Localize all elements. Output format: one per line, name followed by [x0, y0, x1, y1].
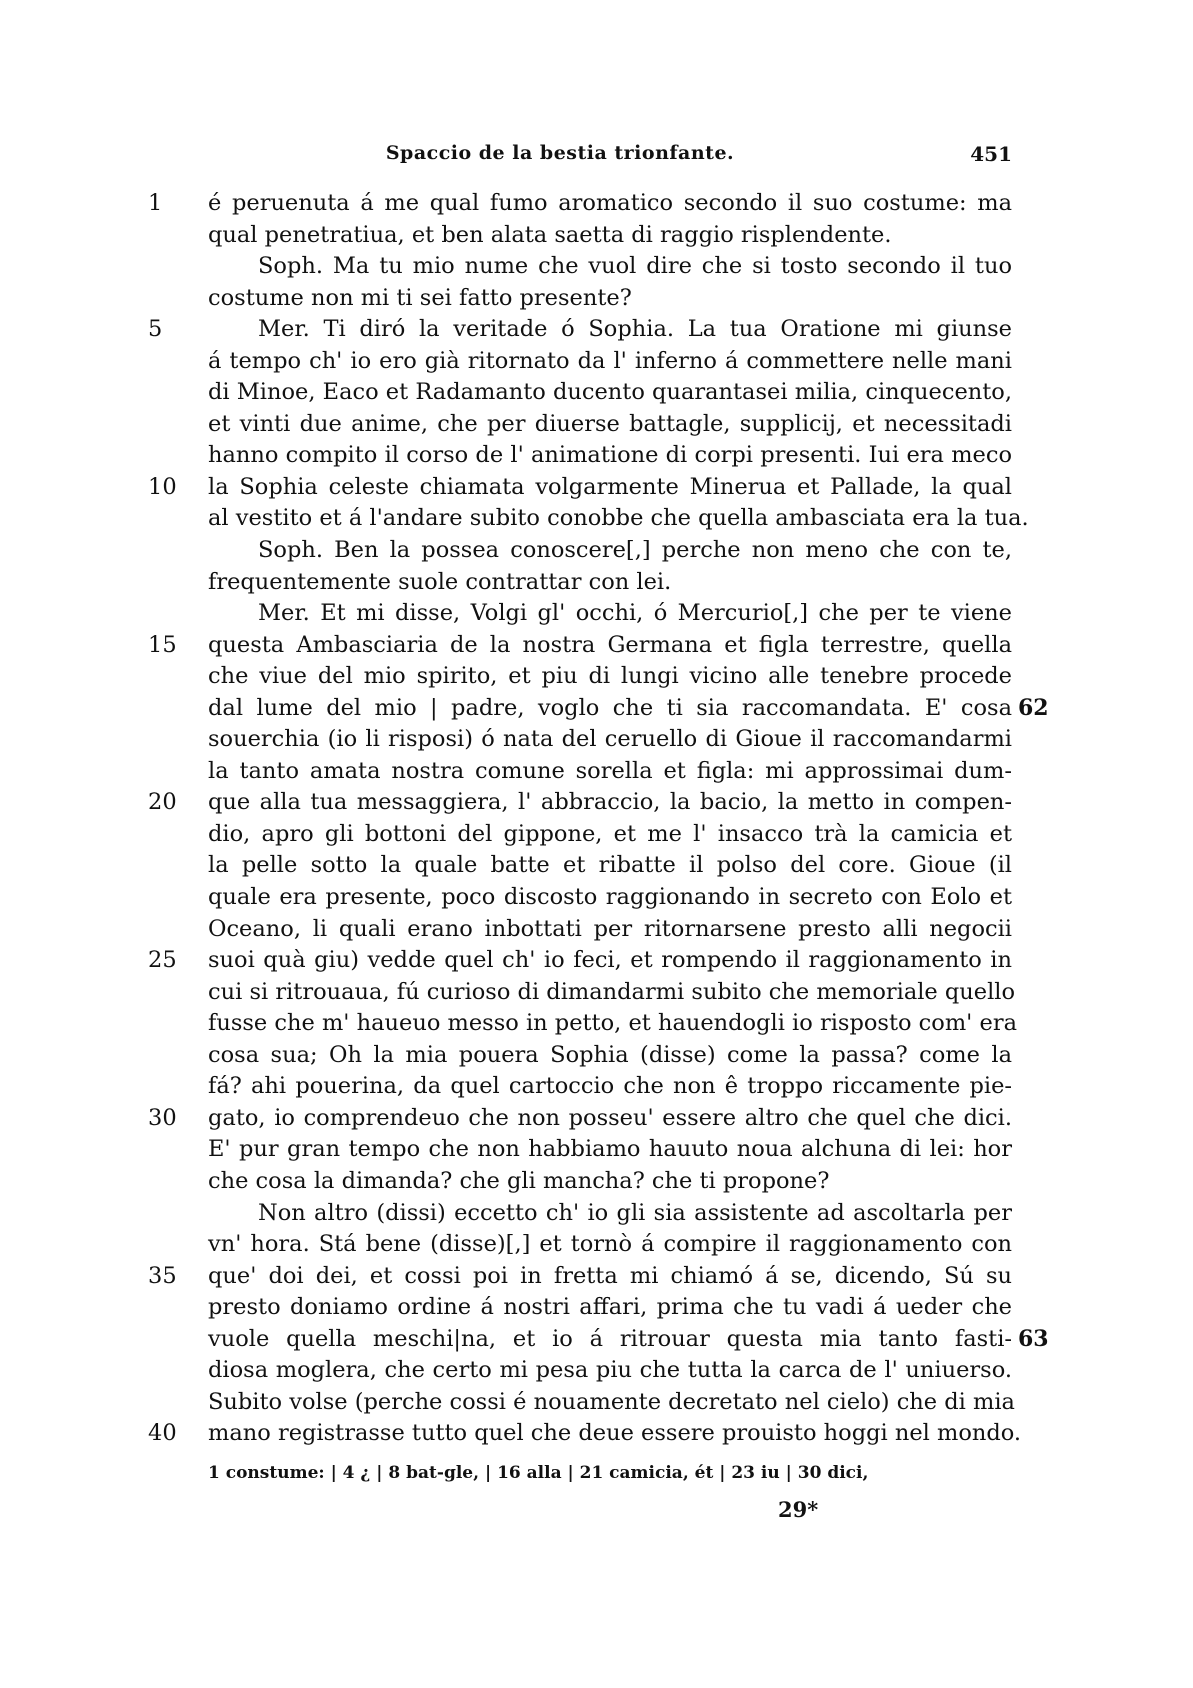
line-text: et vinti due anime, che per diuerse battagle, supplicij, et necessitadi: [208, 410, 1012, 437]
text-line: [0, 1134, 1193, 1166]
text-line: [0, 220, 1193, 252]
text-line: [0, 914, 1193, 946]
line-text: vuole quella meschi|na, et io á ritrouar questa mia tanto fasti-: [208, 1325, 1012, 1352]
text-line: [0, 1040, 1193, 1072]
text-line: [0, 1229, 1193, 1261]
text-line: [0, 1071, 1193, 1103]
text-line: [0, 1198, 1193, 1230]
text-line: [0, 314, 1193, 346]
line-text: dal lume del mio | padre, voglo che ti sia raccomandata. E' cosa: [208, 694, 1012, 721]
line-text: souerchia (io li risposi) ó nata del ceruello di Gioue il raccomandarmi: [208, 726, 1012, 753]
line-text: diosa moglera, che certo mi pesa piu che tutta la carca de l' uniuerso.: [208, 1357, 1012, 1384]
running-title: Spaccio de la bestia trionfante.: [385, 142, 735, 164]
text-line: [0, 1166, 1193, 1198]
line-text: cui si ritrouaua, fú curioso di dimandarmi subito che memoriale quello: [208, 978, 1016, 1005]
text-line: [0, 1355, 1193, 1387]
margin-reference: 63: [1018, 1325, 1049, 1352]
line-text: suoi quà giu) vedde quel ch' io feci, et rompendo il raggionamento in: [208, 947, 1012, 974]
text-line: [0, 1261, 1193, 1293]
line-text: á tempo ch' io ero già ritornato da l' inferno á commettere nelle mani: [208, 347, 1012, 374]
text-line: [0, 346, 1193, 378]
footnote-apparatus: 1 constume: | 4 ¿ | 8 bat-gle, | 16 alla | 21 camicia, ét | 23 iu | 30 dici,: [208, 1463, 869, 1483]
line-number: 35: [148, 1262, 177, 1289]
line-text: que' doi dei, et cossi poi in fretta mi chiamó á se, dicendo, Sú su: [208, 1262, 1012, 1289]
text-line: [0, 472, 1193, 504]
line-text: la pelle sotto la quale batte et ribatte il polso del core. Gioue (il: [208, 852, 1012, 879]
text-line: [0, 945, 1193, 977]
line-text: que alla tua messaggiera, l' abbraccio, la bacio, la metto in compen-: [208, 789, 1012, 816]
line-number: 40: [148, 1420, 177, 1447]
text-line: [0, 1418, 1193, 1450]
page-number: 451: [970, 142, 1012, 166]
text-line: [0, 1292, 1193, 1324]
text-line: [0, 598, 1193, 630]
margin-reference: 62: [1018, 694, 1049, 721]
line-text: la Sophia celeste chiamata volgarmente Minerua et Pallade, la qual: [208, 473, 1012, 500]
main-text: [0, 188, 1193, 1450]
text-line: [0, 503, 1193, 535]
text-line: [0, 630, 1193, 662]
line-text: gato, io comprendeuo che non posseu' essere altro che quel che dici.: [208, 1104, 1012, 1131]
line-text: vn' hora. Stá bene (disse)[,] et tornò á compire il raggionamento con: [208, 1231, 1012, 1258]
text-line: [0, 377, 1193, 409]
line-number: 10: [148, 473, 177, 500]
text-line: [0, 787, 1193, 819]
line-text: frequentemente suole contrattar con lei.: [208, 568, 672, 595]
text-line: [0, 409, 1193, 441]
text-line: [0, 251, 1193, 283]
text-line: [0, 1387, 1193, 1419]
line-text: E' pur gran tempo che non habbiamo hauuto noua alchuna di lei: hor: [208, 1136, 1012, 1163]
text-line: [0, 188, 1193, 220]
line-number: 25: [148, 947, 177, 974]
text-line: [0, 977, 1193, 1009]
text-line: [0, 882, 1193, 914]
line-text: cosa sua; Oh la mia pouera Sophia (disse) come la passa? come la: [208, 1041, 1012, 1068]
signature-mark: 29*: [778, 1497, 819, 1522]
line-text: la tanto amata nostra comune sorella et figla: mi approssimai dum-: [208, 757, 1012, 784]
line-text: mano registrasse tutto quel che deue essere prouisto hoggi nel mondo.: [208, 1420, 1022, 1447]
line-text: dio, apro gli bottoni del gippone, et me l' insacco trà la camicia et: [208, 820, 1012, 847]
line-number: 5: [148, 316, 163, 343]
line-number: 30: [148, 1104, 177, 1131]
text-line: [0, 1324, 1193, 1356]
line-text: che cosa la dimanda? che gli mancha? che ti propone?: [208, 1167, 830, 1194]
line-number: 15: [148, 631, 177, 658]
line-text: hanno compito il corso de l' animatione di corpi presenti. Iui era meco: [208, 442, 1012, 469]
line-text: Soph. Ma tu mio nume che vuol dire che si tosto secondo il tuo: [258, 253, 1012, 280]
line-text: Soph. Ben la possea conoscere[,] perche non meno che con te,: [258, 537, 1012, 564]
text-line: [0, 850, 1193, 882]
text-line: [0, 1008, 1193, 1040]
line-number: 1: [148, 190, 163, 216]
text-line: [0, 819, 1193, 851]
line-text: fá? ahi pouerina, da quel cartoccio che non ê troppo riccamente pie-: [208, 1073, 1012, 1100]
line-text: fusse che m' haueuo messo in petto, et hauendogli io risposto com' era: [208, 1010, 1017, 1037]
line-text: presto doniamo ordine á nostri affari, prima che tu vadi á ueder che: [208, 1294, 1012, 1321]
text-line: [0, 1103, 1193, 1135]
text-line: [0, 283, 1193, 315]
text-line: [0, 756, 1193, 788]
line-number: 20: [148, 789, 177, 816]
line-text: che viue del mio spirito, et piu di lungi vicino alle tenebre procede: [208, 663, 1012, 690]
line-text: Subito volse (perche cossi é nouamente decretato nel cielo) che di mia: [208, 1388, 1015, 1415]
text-line: [0, 693, 1193, 725]
line-text: qual penetratiua, et ben alata saetta di raggio risplendente.: [208, 221, 892, 248]
text-line: [0, 661, 1193, 693]
line-text: di Minoe, Eaco et Radamanto ducento quarantasei milia, cinquecento,: [208, 379, 1012, 406]
line-text: al vestito et á l'andare subito conobbe che quella ambasciata era la tua.: [208, 505, 1029, 532]
line-text: questa Ambasciaria de la nostra Germana et figla terrestre, quella: [208, 631, 1012, 658]
line-text: quale era presente, poco discosto raggionando in secreto con Eolo et: [208, 884, 1012, 911]
line-text: Mer. Et mi disse, Volgi gl' occhi, ó Mercurio[,] che per te viene: [258, 600, 1012, 627]
text-line: [0, 724, 1193, 756]
text-line: [0, 535, 1193, 567]
line-text: Oceano, li quali erano inbottati per ritornarsene presto alli negocii: [208, 915, 1012, 942]
text-line: [0, 567, 1193, 599]
text-line: [0, 440, 1193, 472]
line-text: costume non mi ti sei fatto presente?: [208, 284, 632, 311]
line-text: é peruenuta á me qual fumo aromatico secondo il suo costume: ma: [208, 190, 1012, 216]
line-text: Non altro (dissi) eccetto ch' io gli sia assistente ad ascoltarla per: [258, 1199, 1012, 1226]
line-text: Mer. Ti diró la veritade ó Sophia. La tua Oratione mi giunse: [258, 316, 1012, 343]
